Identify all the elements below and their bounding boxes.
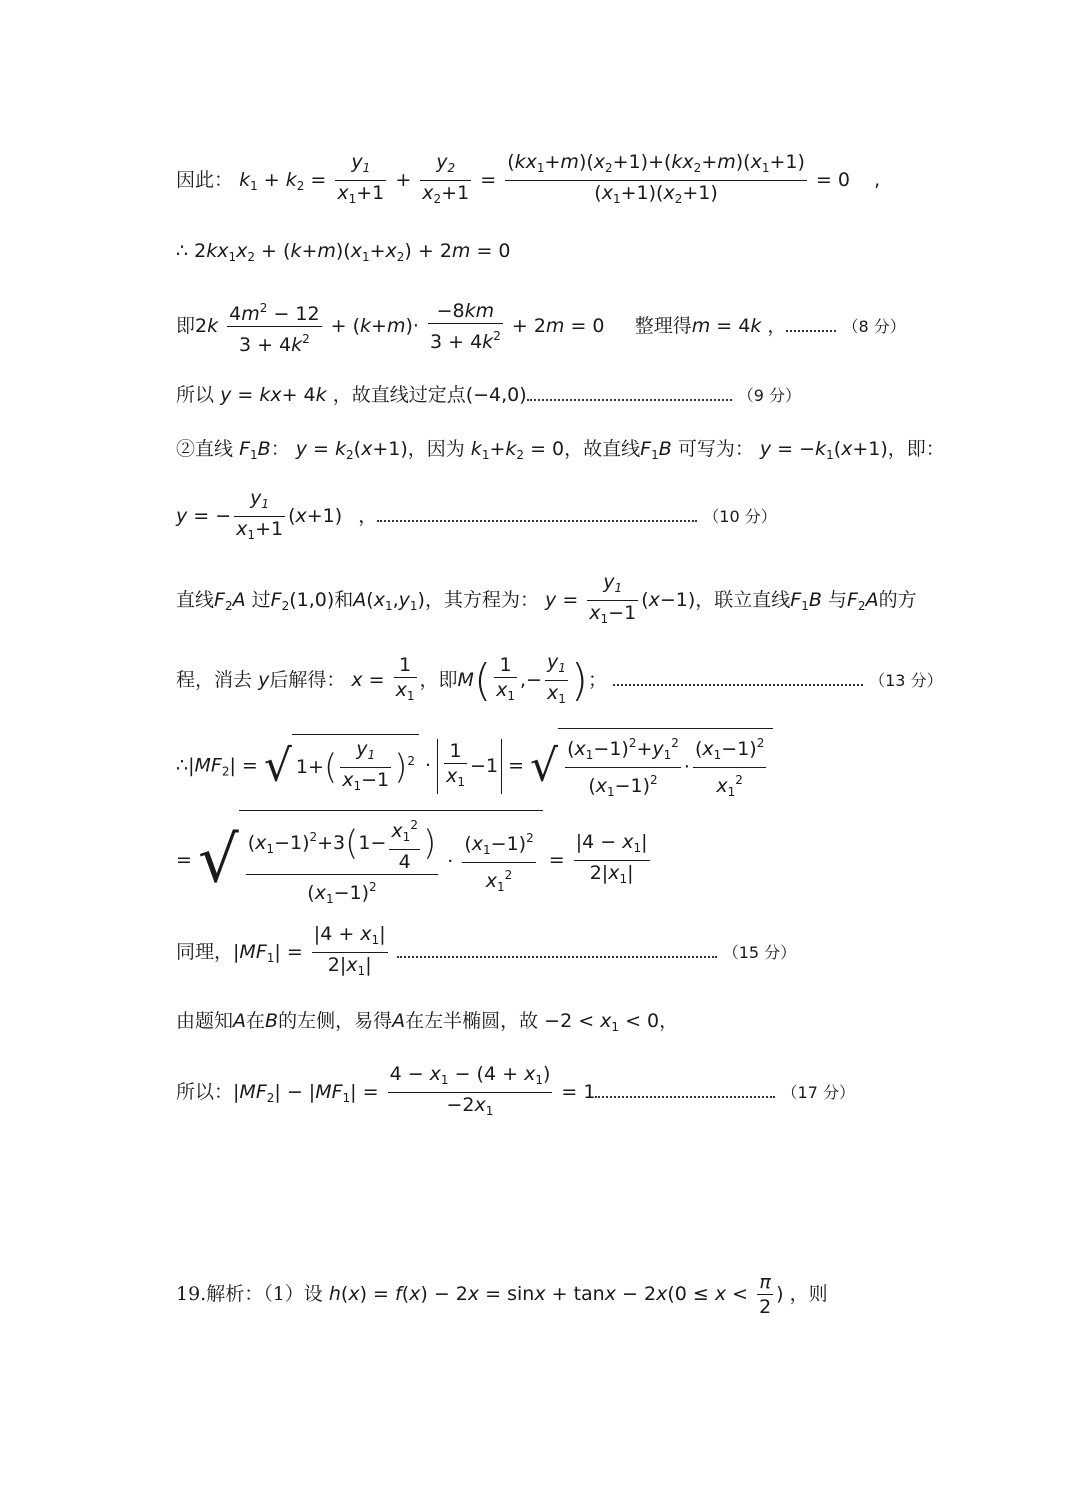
- line-6: y = − $\frac{y_1}{x_1+1}$ (x+1) ， （10 分）: [176, 486, 777, 547]
- line-4: 所以 y = kx+ 4k ，故直线过定点(−4,0) （9 分）: [176, 384, 801, 406]
- line-5: ②直线 $F_1B$： $y = k_2(x+1)$，因为 $k_1+k_2 = 0$，故直线$F_1B$ 可写为： $y = -k_1(x+1)$，即：: [176, 438, 945, 462]
- line-10: = √ $(x_1-1)^2+3(1-$ $\frac{x_1^2}{4}$ ) $(x_1-1)^2$ · $\frac{(x_1-1)^2}{x_1^2}$ = $\frac{|4 - x_1|}{2|x_1|}$: [176, 810, 653, 911]
- line-13: 所以：$|MF_2| - |MF_1|$ = $\frac{4 - x_1 - (4 + x_1)}{-2x_1}$ = 1 （17 分）: [176, 1062, 855, 1123]
- line-12: 由题知A在B的左侧，易得A在左半椭圆，故 $-2 < x_1 < 0$，: [176, 1010, 679, 1034]
- line-11: 同理，$|MF_1|$ = $\frac{|4 + x_1|}{2|x_1|}$ （15 分）: [176, 922, 796, 983]
- label: 因此：: [176, 169, 234, 191]
- line-8: 程，消去 y后解得： x = $\frac{1}{x_1}$ ，即M( $\frac{1}{x_1}$ ,− $\frac{y_1}{x_1}$ )； （13 分）: [176, 650, 943, 711]
- line-7: 直线$F_2A$ 过$F_2(1,0)$和$A(x_1,y_1)$，其方程为： y = $\frac{y_1}{x_1-1}$ (x−1)，联立直线$F_1B$ 与$F_2A$的方: [176, 570, 917, 631]
- line-9: $\therefore|MF_2|$ = √ 1+( $\frac{y_1}{x_1-1}$ )$^2$ · $\frac{1}{x_1}$ −1 = √ $\frac{(x_1-1)^2+y_1^2}{(x_1-1)^2}$ · $\frac{(x_1-1)^2}{x_1^2}$: [176, 728, 773, 804]
- line-2: ∴ $2kx_1x_2 + (k+m)(x_1+x_2) + 2m = 0$: [176, 240, 511, 264]
- line-3: 即2k $\frac{4m^2 - 12}{3 + 4k^2}$ + (k+m)· $\frac{-8km}{3 + 4k^2}$ + 2m = 0 整理得m = 4k ， （8 分）: [176, 300, 906, 356]
- line-14: 19.解析：（1）设 h(x) = f(x) − 2x = sinx + tanx − 2x(0 ≤ x < $\frac{\pi}{2}$ ) ，则: [176, 1271, 828, 1318]
- line-1: 因此： $k_1 + k_2$ = $\frac{y_1}{x_1+1}$ + $\frac{y_2}{x_2+1}$ = $\frac{(kx_1+m)(x_2+1)+(kx_2+m)(x_1+1)}{(x_1+1)(x_2+1)}$ = 0 ,: [176, 150, 880, 211]
